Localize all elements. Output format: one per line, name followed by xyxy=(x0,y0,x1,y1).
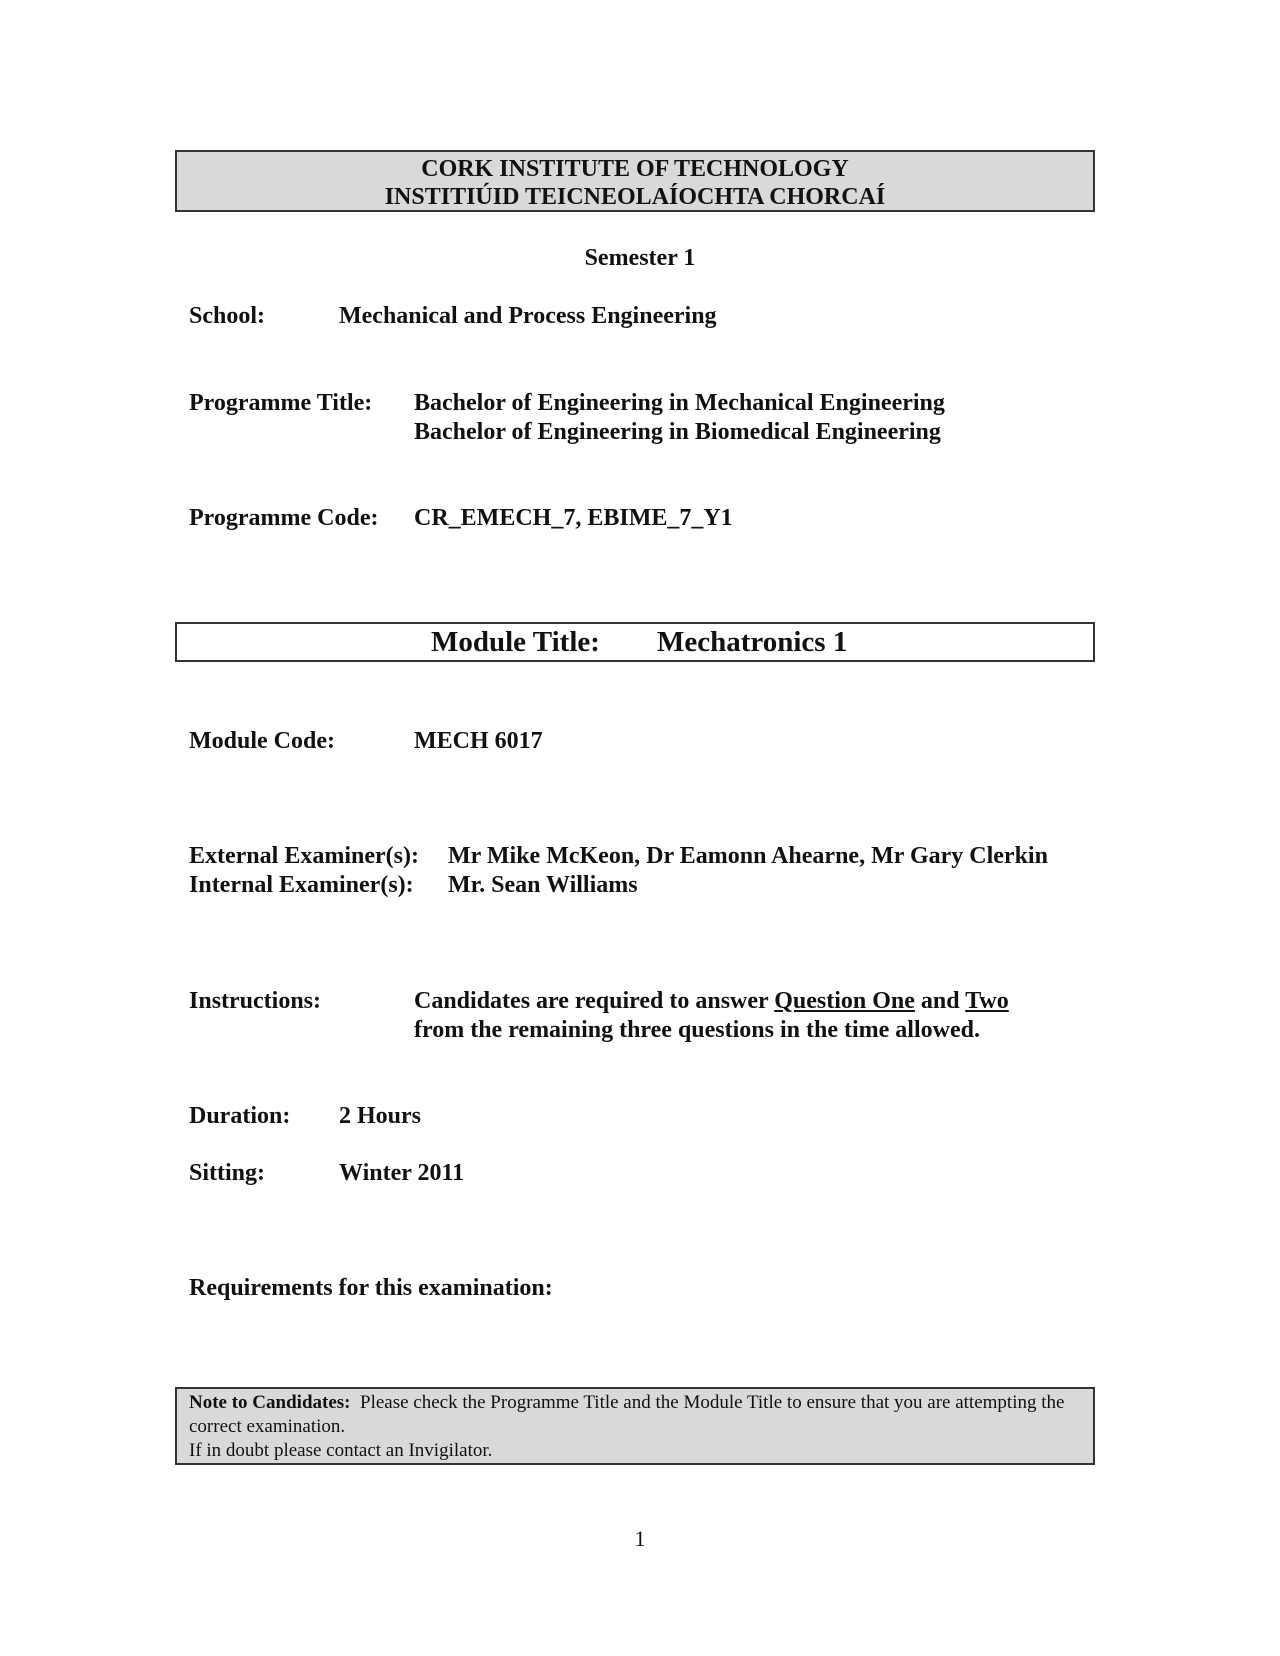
programme-code-value: CR_EMECH_7, EBIME_7_Y1 xyxy=(414,505,733,531)
note-text-invigilator: If in doubt please contact an Invigilator. xyxy=(189,1440,493,1461)
programme-title-values xyxy=(414,389,945,447)
module-code-value: MECH 6017 xyxy=(414,728,543,754)
note-label: Note to Candidates: xyxy=(189,1392,351,1413)
programme-title-mechanical: Bachelor of Engineering in Mechanical Engineering xyxy=(414,390,945,416)
module-title-value: Mechatronics 1 xyxy=(657,626,848,658)
instructions-question-two: Two xyxy=(965,988,1009,1014)
duration-value: 2 Hours xyxy=(339,1103,422,1129)
sitting-value: Winter 2011 xyxy=(339,1160,465,1186)
programme-code-label: Programme Code: xyxy=(189,505,379,531)
school-label: School: xyxy=(189,303,266,329)
note-to-candidates xyxy=(175,1387,1095,1465)
internal-examiner-value: Mr. Sean Williams xyxy=(448,872,638,898)
page-number: 1 xyxy=(634,1526,646,1551)
note-text xyxy=(189,1391,1083,1439)
note-text-main: Please check the Programme Title and the Module Title to ensure that you are attempting the correct examination. xyxy=(189,1392,1065,1437)
requirements-heading: Requirements for this examination: xyxy=(189,1275,553,1301)
module-title-label: Module Title: xyxy=(431,626,600,658)
school-value: Mechanical and Process Engineering xyxy=(339,303,717,329)
instructions-mid: and xyxy=(914,988,966,1014)
programme-title-label: Programme Title: xyxy=(189,390,373,416)
sitting-label: Sitting: xyxy=(189,1160,266,1186)
instructions-line-1 xyxy=(414,987,1009,1016)
instructions-text xyxy=(414,987,1009,1045)
instructions-pre: Candidates are required to answer xyxy=(414,988,775,1014)
institute-name-irish: INSTITIÚID TEICNEOLAÍOCHTA CHORCAÍ xyxy=(384,184,886,210)
duration-label: Duration: xyxy=(189,1103,291,1129)
institute-header xyxy=(175,150,1095,212)
module-code-label: Module Code: xyxy=(189,728,335,754)
instructions-label: Instructions: xyxy=(189,988,322,1014)
instructions-question-one: Question One xyxy=(774,988,915,1014)
instructions-line-2: from the remaining three questions in the time allowed. xyxy=(414,1017,980,1043)
module-title-box xyxy=(175,622,1095,662)
external-examiner-value: Mr Mike McKeon, Dr Eamonn Ahearne, Mr Gary Clerkin xyxy=(448,843,1048,869)
programme-title-biomedical: Bachelor of Engineering in Biomedical Engineering xyxy=(414,419,941,445)
institute-name-english: CORK INSTITUTE OF TECHNOLOGY xyxy=(421,156,849,182)
semester-label: Semester 1 xyxy=(584,245,696,271)
external-examiner-label: External Examiner(s): xyxy=(189,843,419,869)
internal-examiner-label: Internal Examiner(s): xyxy=(189,872,414,898)
